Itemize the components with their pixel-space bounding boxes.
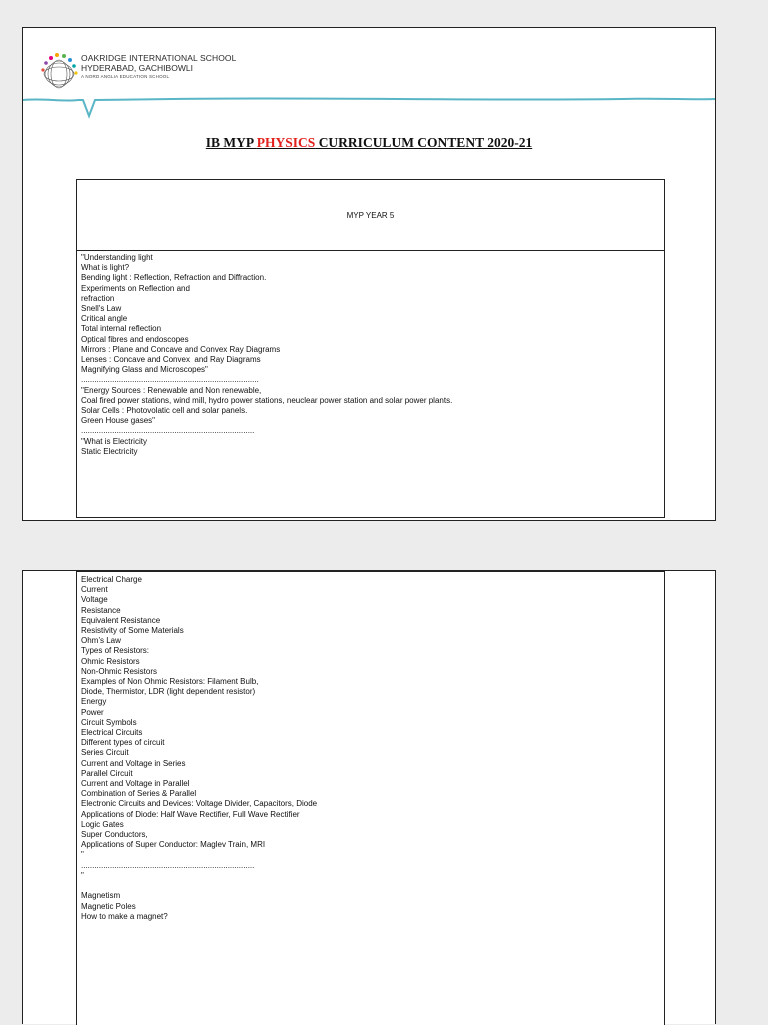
- content-line: Experiments on Reflection and: [81, 283, 190, 293]
- content-line: Electrical Circuits: [81, 728, 143, 738]
- document-page-2: [22, 570, 716, 1024]
- content-line: Bending light : Reflection, Refraction and Diffraction.: [81, 273, 267, 283]
- content-line: Lenses : Concave and Convex and Ray Diagrams: [81, 355, 261, 365]
- content-line: "Energy Sources : Renewable and Non renewable,: [81, 385, 262, 395]
- school-tagline: A NORD ANGLIA EDUCATION SCHOOL: [81, 74, 170, 79]
- school-name: OAKRIDGE INTERNATIONAL SCHOOL: [81, 53, 237, 63]
- content-line: Critical angle: [81, 314, 128, 324]
- content-line: Ohmic Resistors: [81, 656, 140, 666]
- content-line: "Understanding light: [81, 253, 153, 262]
- content-line: Current and Voltage in Series: [81, 758, 186, 768]
- content-line: Voltage: [81, 595, 108, 605]
- content-line: Applications of Diode: Half Wave Rectifier, Full Wave Rectifier: [81, 809, 300, 819]
- content-line: Combination of Series & Parallel: [81, 789, 197, 799]
- content-line: Electrical Charge: [81, 575, 142, 584]
- content-line: Current: [81, 585, 108, 595]
- title-suffix: CURRICULUM CONTENT 2020-21: [315, 135, 533, 150]
- content-line: Snell's Law: [81, 304, 122, 314]
- page-title: [23, 135, 715, 151]
- content-line: Magnetism: [81, 891, 121, 901]
- content-line: ................................................................................: [81, 375, 259, 385]
- content-line: Total internal reflection: [81, 324, 162, 334]
- content-line: Non-Ohmic Resistors: [81, 666, 158, 676]
- content-line: [81, 881, 664, 891]
- table-content: [77, 251, 664, 457]
- title-highlight: PHYSICS: [256, 135, 316, 150]
- content-line: Super Conductors,: [81, 830, 148, 840]
- content-line: Static Electricity: [81, 446, 138, 456]
- content-line: ": [81, 850, 84, 860]
- content-line: Parallel Circuit: [81, 768, 133, 778]
- content-line: Types of Resistors:: [81, 646, 150, 656]
- curriculum-table-continued: [76, 571, 665, 1025]
- table-header: MYP YEAR 5: [77, 180, 664, 251]
- content-line: Solar Cells : Photovolatic cell and solar panels.: [81, 406, 248, 416]
- content-line: Optical fibres and endoscopes: [81, 334, 189, 344]
- content-line: Green House gases": [81, 416, 155, 426]
- content-line: Ohm’s Law: [81, 636, 121, 646]
- content-line: refraction: [81, 293, 115, 303]
- content-line: ": [81, 870, 84, 880]
- content-line: Coal fired power stations, wind mill, hydro power stations, neuclear power station and solar power plants.: [81, 395, 453, 405]
- content-line: Series Circuit: [81, 748, 129, 758]
- school-location: HYDERABAD, GACHIBOWLI: [81, 63, 193, 73]
- content-line: Examples of Non Ohmic Resistors: Filament Bulb,: [81, 677, 259, 687]
- school-name-block: [81, 53, 236, 81]
- document-page-1: [22, 27, 716, 521]
- content-line: How to make a magnet?: [81, 911, 168, 921]
- content-line: Diode, Thermistor, LDR (light dependent resistor): [81, 687, 256, 697]
- table-content: [77, 572, 664, 922]
- school-logo-icon: [37, 46, 87, 94]
- content-line: Resistivity of Some Materials: [81, 626, 184, 636]
- content-line: "What is Electricity: [81, 436, 147, 446]
- content-line: Power: [81, 707, 104, 717]
- content-line: What is light?: [81, 263, 130, 273]
- content-line: Equivalent Resistance: [81, 615, 161, 625]
- content-line: ..............................................................................: [81, 860, 255, 870]
- content-line: Mirrors : Plane and Concave and Convex Ray Diagrams: [81, 344, 281, 354]
- content-line: Energy: [81, 697, 107, 707]
- content-line: Circuit Symbols: [81, 717, 137, 727]
- content-line: Magnifying Glass and Microscopes": [81, 365, 208, 375]
- content-line: Electronic Circuits and Devices: Voltage Divider, Capacitors, Diode: [81, 799, 318, 809]
- title-prefix: IB MYP: [205, 135, 257, 150]
- content-line: Applications of Super Conductor: Maglev Train, MRI: [81, 840, 266, 850]
- content-line: Different types of circuit: [81, 738, 165, 748]
- content-line: ..............................................................................: [81, 426, 255, 436]
- curriculum-table: [76, 179, 665, 518]
- content-line: Magnetic Poles: [81, 901, 136, 911]
- content-line: Current and Voltage in Parallel: [81, 779, 190, 789]
- content-line: Logic Gates: [81, 819, 124, 829]
- content-line: Resistance: [81, 605, 121, 615]
